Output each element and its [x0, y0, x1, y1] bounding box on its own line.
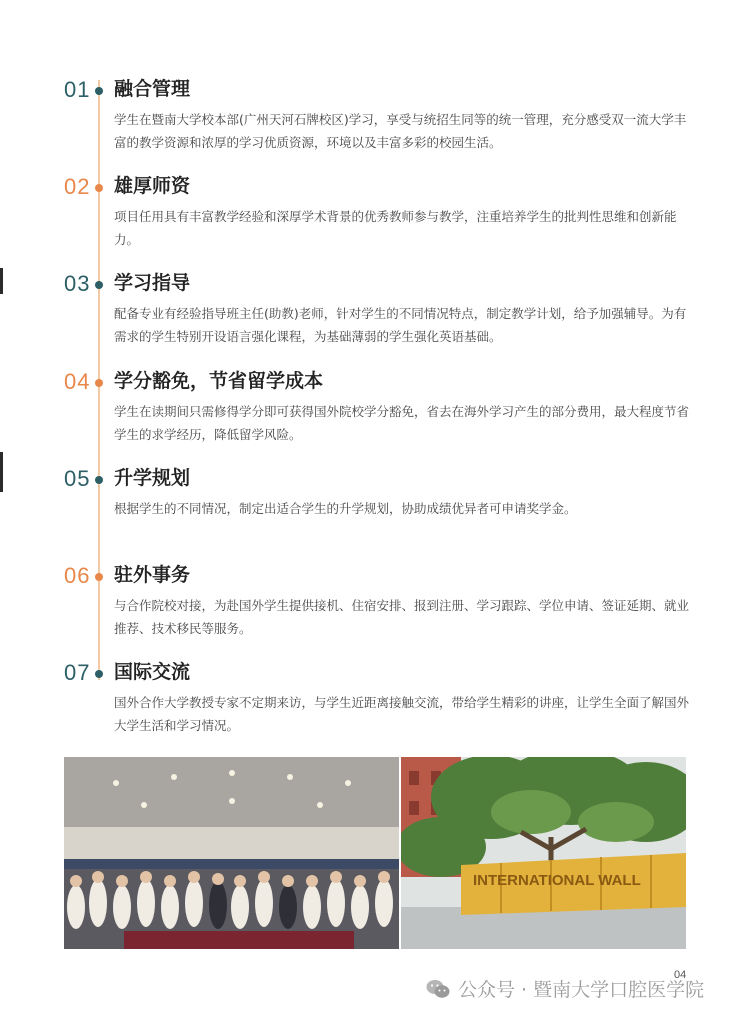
wall-sign-text: INTERNATIONAL WALL: [473, 872, 641, 889]
group-photo-illustration: [64, 757, 399, 949]
edge-mark-bottom: [0, 452, 3, 492]
item-number: 07: [64, 660, 91, 685]
footer-account-text: 公众号 · 暨南大学口腔医学院: [458, 979, 705, 1001]
timeline-dot: [95, 87, 103, 95]
wall-photo-illustration: [401, 757, 686, 949]
item-number: 06: [64, 563, 91, 588]
item-title: 学习指导: [114, 272, 191, 294]
item-description: 根据学生的不同情况，制定出适合学生的升学规划，协助成绩优异者可申请奖学金。: [114, 501, 577, 516]
item-title: 融合管理: [114, 78, 191, 100]
item-number: 05: [64, 466, 91, 491]
item-title: 升学规划: [114, 467, 191, 489]
wechat-icon: [426, 979, 450, 999]
timeline-dot: [95, 573, 103, 581]
group-photo: [64, 757, 399, 949]
item-description: 国外合作大学教授专家不定期来访，与学生近距离接触交流，带给学生精彩的讲座，让学生全面了解国外大学生活和学习情况。: [114, 695, 690, 733]
item-title: 雄厚师资: [114, 175, 191, 197]
footer-account: [426, 975, 704, 1002]
item-description: 学生在暨南大学校本部(广州天河石牌校区)学习，享受与统招生同等的统一管理，充分感受双一流大学丰富的教学资源和浓厚的学习优质资源，环境以及丰富多彩的校园生活。: [114, 112, 687, 150]
page-number: 04: [674, 969, 687, 981]
item-number: 03: [64, 271, 91, 296]
timeline-dot: [95, 476, 103, 484]
item-title: 国际交流: [114, 661, 191, 683]
item-description: 项目任用具有丰富教学经验和深厚学术背景的优秀教师参与教学，注重培养学生的批判性思维和创新能力。: [114, 209, 677, 247]
timeline-dot: [95, 281, 103, 289]
item-number: 01: [64, 77, 91, 102]
international-wall-photo: [401, 757, 686, 949]
item-description: 学生在读期间只需修得学分即可获得国外院校学分豁免，省去在海外学习产生的部分费用，最大程度节省学生的求学经历，降低留学风险。: [114, 404, 690, 442]
edge-mark-top: [0, 268, 3, 294]
item-number: 04: [64, 369, 91, 394]
timeline-dot: [95, 184, 103, 192]
item-title: 驻外事务: [114, 564, 191, 586]
item-description: 配备专业有经验指导班主任(助教)老师，针对学生的不同情况特点，制定教学计划，给予加强辅导。为有需求的学生特别开设语言强化课程，为基础薄弱的学生强化英语基础。: [114, 306, 687, 344]
item-number: 02: [64, 174, 91, 199]
item-title: 学分豁免，节省留学成本: [114, 370, 324, 392]
timeline-dot: [95, 379, 103, 387]
timeline-dot: [95, 670, 103, 678]
item-description: 与合作院校对接，为赴国外学生提供接机、住宿安排、报到注册、学习跟踪、学位申请、签证延期、就业推荐、技术移民等服务。: [114, 598, 690, 636]
